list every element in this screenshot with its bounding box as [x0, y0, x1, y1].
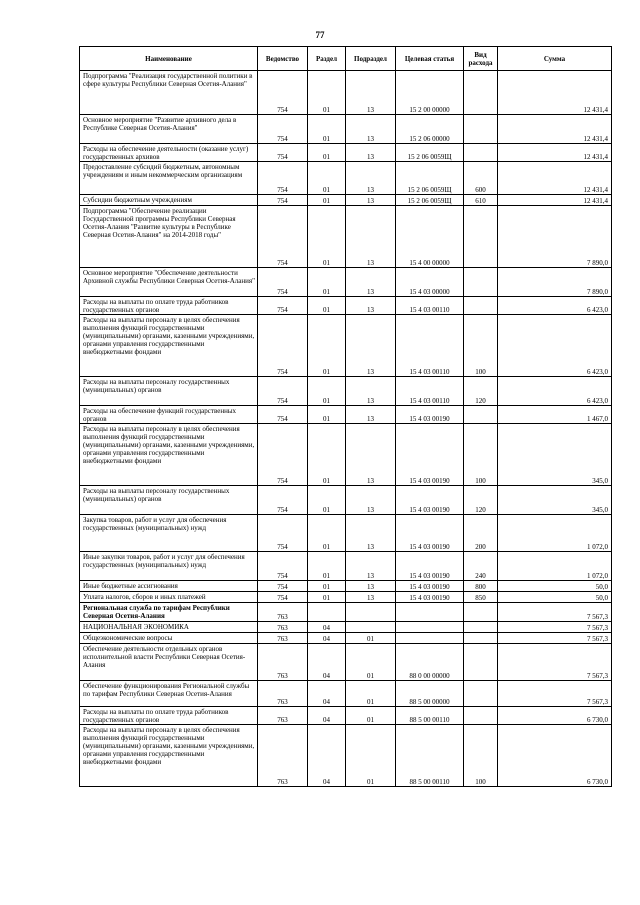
table-row: [80, 707, 612, 725]
cell-summa: 1 467,0: [498, 406, 612, 424]
cell-name: Расходы на обеспечение деятельности (оказание услуг) государственных архивов: [80, 144, 258, 162]
cell-name: Предоставление субсидий бюджетным, автономным учреждениям и иным некоммерческим организациям: [80, 162, 258, 195]
cell-vedomstvo: 754: [258, 315, 308, 377]
cell-podrazdel: 13: [346, 581, 396, 592]
cell-podrazdel: 13: [346, 424, 396, 486]
cell-vid-rashoda: [464, 603, 498, 622]
cell-vedomstvo: 763: [258, 644, 308, 681]
cell-summa: 1 072,0: [498, 515, 612, 552]
cell-name: Подпрограмма "Обеспечение реализации Государственной программы Республики Северная Осетия-Алания "Развитие культуры в Республике Северная Осетия-Алания" на 2014-2018 годы": [80, 206, 258, 268]
cell-name: Расходы на выплаты персоналу государственных (муниципальных) органов: [80, 377, 258, 406]
cell-vid-rashoda: [464, 297, 498, 315]
cell-vid-rashoda: [464, 144, 498, 162]
table-row: [80, 622, 612, 633]
cell-name: Основное мероприятие "Развитие архивного дела в Республике Северная Осетия-Алания": [80, 115, 258, 144]
cell-name: Расходы на выплаты персоналу в целях обеспечения выполнения функций государственными (муниципальными) органами, казенными учреждениями, органами управления государственными внебюджетными фондами: [80, 424, 258, 486]
cell-celevaya-statya: [396, 633, 464, 644]
cell-razdel: 01: [308, 581, 346, 592]
cell-celevaya-statya: 88 5 00 00110: [396, 707, 464, 725]
cell-summa: 7 567,3: [498, 622, 612, 633]
cell-celevaya-statya: 15 4 00 00000: [396, 206, 464, 268]
header-name: Наименование: [80, 47, 258, 71]
table-row: [80, 424, 612, 486]
cell-vedomstvo: 754: [258, 297, 308, 315]
header-podrazdel: Подраздел: [346, 47, 396, 71]
cell-summa: 12 431,4: [498, 195, 612, 206]
table-row: [80, 515, 612, 552]
cell-vid-rashoda: 100: [464, 424, 498, 486]
cell-razdel: 01: [308, 552, 346, 581]
cell-vid-rashoda: [464, 681, 498, 707]
cell-name: Расходы на выплаты по оплате труда работников государственных органов: [80, 297, 258, 315]
cell-celevaya-statya: 88 5 00 00000: [396, 681, 464, 707]
table-row: [80, 195, 612, 206]
cell-name: Расходы на выплаты по оплате труда работников государственных органов: [80, 707, 258, 725]
cell-razdel: 04: [308, 644, 346, 681]
table-row: [80, 581, 612, 592]
cell-vid-rashoda: 850: [464, 592, 498, 603]
cell-vid-rashoda: [464, 406, 498, 424]
table-row: [80, 552, 612, 581]
cell-vid-rashoda: [464, 622, 498, 633]
cell-vedomstvo: 754: [258, 206, 308, 268]
cell-vedomstvo: 763: [258, 603, 308, 622]
cell-razdel: 01: [308, 515, 346, 552]
cell-vedomstvo: 763: [258, 681, 308, 707]
cell-summa: 12 431,4: [498, 71, 612, 115]
table-row: [80, 681, 612, 707]
cell-vid-rashoda: 100: [464, 315, 498, 377]
cell-summa: 7 890,0: [498, 206, 612, 268]
cell-podrazdel: 13: [346, 162, 396, 195]
cell-podrazdel: 13: [346, 406, 396, 424]
cell-podrazdel: 13: [346, 315, 396, 377]
cell-podrazdel: 13: [346, 268, 396, 297]
cell-razdel: 01: [308, 377, 346, 406]
cell-vid-rashoda: 120: [464, 377, 498, 406]
cell-name: Иные закупки товаров, работ и услуг для обеспечения государственных (муниципальных) нужд: [80, 552, 258, 581]
cell-podrazdel: 13: [346, 206, 396, 268]
cell-podrazdel: 13: [346, 486, 396, 515]
table-row: [80, 162, 612, 195]
cell-razdel: 01: [308, 592, 346, 603]
cell-summa: 1 072,0: [498, 552, 612, 581]
cell-vedomstvo: 754: [258, 144, 308, 162]
cell-podrazdel: 13: [346, 515, 396, 552]
cell-podrazdel: 01: [346, 681, 396, 707]
cell-name: Расходы на выплаты персоналу в целях обеспечения выполнения функций государственными (муниципальными) органами, казенными учреждениями, органами управления государственными внебюджетными фондами: [80, 315, 258, 377]
cell-celevaya-statya: 88 0 00 00000: [396, 644, 464, 681]
cell-vedomstvo: 754: [258, 424, 308, 486]
cell-name: Подпрограмма "Реализация государственной политики в сфере культуры Республики Северная Осетия-Алания": [80, 71, 258, 115]
cell-vedomstvo: 754: [258, 195, 308, 206]
cell-razdel: 04: [308, 707, 346, 725]
cell-vedomstvo: 763: [258, 622, 308, 633]
cell-summa: 7 567,3: [498, 644, 612, 681]
cell-celevaya-statya: 15 4 03 00190: [396, 424, 464, 486]
page-number: 77: [315, 30, 325, 40]
cell-vid-rashoda: 100: [464, 725, 498, 787]
cell-razdel: 01: [308, 297, 346, 315]
cell-podrazdel: 01: [346, 725, 396, 787]
cell-razdel: 04: [308, 725, 346, 787]
header-summa: Сумма: [498, 47, 612, 71]
cell-vid-rashoda: [464, 206, 498, 268]
table-row: [80, 206, 612, 268]
table-body: [80, 71, 612, 787]
cell-vedomstvo: 754: [258, 268, 308, 297]
cell-razdel: 04: [308, 681, 346, 707]
cell-summa: 6 423,0: [498, 377, 612, 406]
cell-vedomstvo: 754: [258, 162, 308, 195]
header-vedomstvo: Ведомство: [258, 47, 308, 71]
cell-celevaya-statya: 15 4 03 00190: [396, 592, 464, 603]
cell-vid-rashoda: 610: [464, 195, 498, 206]
cell-name: Иные бюджетные ассигнования: [80, 581, 258, 592]
table-row: [80, 115, 612, 144]
cell-summa: 7 567,3: [498, 633, 612, 644]
cell-name: Субсидии бюджетным учреждениям: [80, 195, 258, 206]
cell-vid-rashoda: [464, 268, 498, 297]
table-row: [80, 725, 612, 787]
cell-summa: 12 431,4: [498, 144, 612, 162]
cell-razdel: 04: [308, 622, 346, 633]
cell-celevaya-statya: 15 4 03 00190: [396, 486, 464, 515]
cell-celevaya-statya: 15 4 03 00000: [396, 268, 464, 297]
cell-celevaya-statya: 15 2 06 00000: [396, 115, 464, 144]
cell-podrazdel: 01: [346, 707, 396, 725]
cell-podrazdel: 13: [346, 115, 396, 144]
cell-vid-rashoda: [464, 71, 498, 115]
cell-name: Уплата налогов, сборов и иных платежей: [80, 592, 258, 603]
cell-summa: 6 423,0: [498, 297, 612, 315]
cell-podrazdel: 13: [346, 377, 396, 406]
cell-vedomstvo: 754: [258, 406, 308, 424]
cell-razdel: 01: [308, 315, 346, 377]
cell-vid-rashoda: [464, 644, 498, 681]
cell-celevaya-statya: 15 4 03 00190: [396, 581, 464, 592]
cell-vid-rashoda: [464, 707, 498, 725]
cell-razdel: [308, 603, 346, 622]
cell-name: Региональная служба по тарифам Республики Северная Осетия-Алания: [80, 603, 258, 622]
cell-podrazdel: 13: [346, 552, 396, 581]
table-row: [80, 644, 612, 681]
cell-razdel: 01: [308, 115, 346, 144]
cell-summa: 12 431,4: [498, 162, 612, 195]
cell-name: Расходы на выплаты персоналу в целях обеспечения выполнения функций государственными (муниципальными) органами, казенными учреждениями, органами управления государственными внебюджетными фондами: [80, 725, 258, 787]
cell-razdel: 04: [308, 633, 346, 644]
cell-summa: 7 567,3: [498, 603, 612, 622]
cell-vedomstvo: 763: [258, 707, 308, 725]
cell-vedomstvo: 754: [258, 115, 308, 144]
cell-vedomstvo: 763: [258, 725, 308, 787]
cell-vid-rashoda: 600: [464, 162, 498, 195]
cell-razdel: 01: [308, 195, 346, 206]
cell-celevaya-statya: 15 2 06 0059Щ: [396, 195, 464, 206]
cell-name: Основное мероприятие "Обеспечение деятельности Архивной службы Республики Северная Осетия-Алания": [80, 268, 258, 297]
cell-name: Расходы на обеспечение функций государственных органов: [80, 406, 258, 424]
cell-razdel: 01: [308, 206, 346, 268]
cell-celevaya-statya: 88 5 00 00110: [396, 725, 464, 787]
table-row: [80, 315, 612, 377]
cell-vedomstvo: 754: [258, 71, 308, 115]
cell-vid-rashoda: [464, 633, 498, 644]
cell-vid-rashoda: 120: [464, 486, 498, 515]
table-row: [80, 633, 612, 644]
table-row: [80, 71, 612, 115]
table-row: [80, 486, 612, 515]
table-row: [80, 144, 612, 162]
header-razdel: Раздел: [308, 47, 346, 71]
cell-vedomstvo: 754: [258, 515, 308, 552]
cell-podrazdel: 13: [346, 297, 396, 315]
cell-summa: 50,0: [498, 592, 612, 603]
cell-celevaya-statya: [396, 622, 464, 633]
cell-razdel: 01: [308, 71, 346, 115]
cell-podrazdel: 13: [346, 71, 396, 115]
cell-summa: 345,0: [498, 424, 612, 486]
cell-podrazdel: 13: [346, 195, 396, 206]
table-row: [80, 603, 612, 622]
cell-celevaya-statya: 15 2 06 0059Щ: [396, 144, 464, 162]
cell-summa: 6 730,0: [498, 725, 612, 787]
cell-summa: 7 890,0: [498, 268, 612, 297]
cell-razdel: 01: [308, 486, 346, 515]
cell-razdel: 01: [308, 406, 346, 424]
cell-name: Обеспечение деятельности отдельных органов исполнительной власти Республики Северная Осетия-Алания: [80, 644, 258, 681]
cell-vid-rashoda: 200: [464, 515, 498, 552]
cell-celevaya-statya: 15 4 03 00110: [396, 377, 464, 406]
cell-vedomstvo: 754: [258, 486, 308, 515]
cell-celevaya-statya: [396, 603, 464, 622]
cell-podrazdel: 01: [346, 644, 396, 681]
cell-summa: 50,0: [498, 581, 612, 592]
header-vid-rashoda: Вид расхода: [464, 47, 498, 71]
cell-celevaya-statya: 15 4 03 00190: [396, 406, 464, 424]
cell-podrazdel: [346, 622, 396, 633]
cell-vedomstvo: 754: [258, 377, 308, 406]
cell-podrazdel: 01: [346, 633, 396, 644]
cell-razdel: 01: [308, 424, 346, 486]
table-header-row: [80, 47, 612, 71]
cell-celevaya-statya: 15 4 03 00110: [396, 297, 464, 315]
cell-name: Закупка товаров, работ и услуг для обеспечения государственных (муниципальных) нужд: [80, 515, 258, 552]
cell-celevaya-statya: 15 2 06 0059Щ: [396, 162, 464, 195]
cell-name: НАЦИОНАЛЬНАЯ ЭКОНОМИКА: [80, 622, 258, 633]
table-row: [80, 297, 612, 315]
cell-vid-rashoda: [464, 115, 498, 144]
cell-vedomstvo: 754: [258, 581, 308, 592]
cell-celevaya-statya: 15 4 03 00110: [396, 315, 464, 377]
cell-razdel: 01: [308, 268, 346, 297]
table-row: [80, 377, 612, 406]
cell-podrazdel: 13: [346, 144, 396, 162]
cell-celevaya-statya: 15 2 00 00000: [396, 71, 464, 115]
cell-vedomstvo: 754: [258, 552, 308, 581]
cell-vid-rashoda: 240: [464, 552, 498, 581]
table-row: [80, 592, 612, 603]
cell-summa: 6 730,0: [498, 707, 612, 725]
cell-summa: 6 423,0: [498, 315, 612, 377]
cell-vid-rashoda: 800: [464, 581, 498, 592]
cell-summa: 345,0: [498, 486, 612, 515]
cell-podrazdel: 13: [346, 592, 396, 603]
header-celevaya-statya: Целевая статья: [396, 47, 464, 71]
cell-podrazdel: [346, 603, 396, 622]
cell-summa: 7 567,3: [498, 681, 612, 707]
cell-name: Расходы на выплаты персоналу государственных (муниципальных) органов: [80, 486, 258, 515]
table-row: [80, 406, 612, 424]
cell-razdel: 01: [308, 144, 346, 162]
cell-celevaya-statya: 15 4 03 00190: [396, 515, 464, 552]
table-row: [80, 268, 612, 297]
cell-name: Обеспечение функционирования Региональной службы по тарифам Республики Северная Осетия-Алания: [80, 681, 258, 707]
cell-razdel: 01: [308, 162, 346, 195]
cell-vedomstvo: 754: [258, 592, 308, 603]
cell-celevaya-statya: 15 4 03 00190: [396, 552, 464, 581]
cell-vedomstvo: 763: [258, 633, 308, 644]
cell-name: Общеэкономические вопросы: [80, 633, 258, 644]
cell-summa: 12 431,4: [498, 115, 612, 144]
budget-table: [79, 46, 612, 787]
